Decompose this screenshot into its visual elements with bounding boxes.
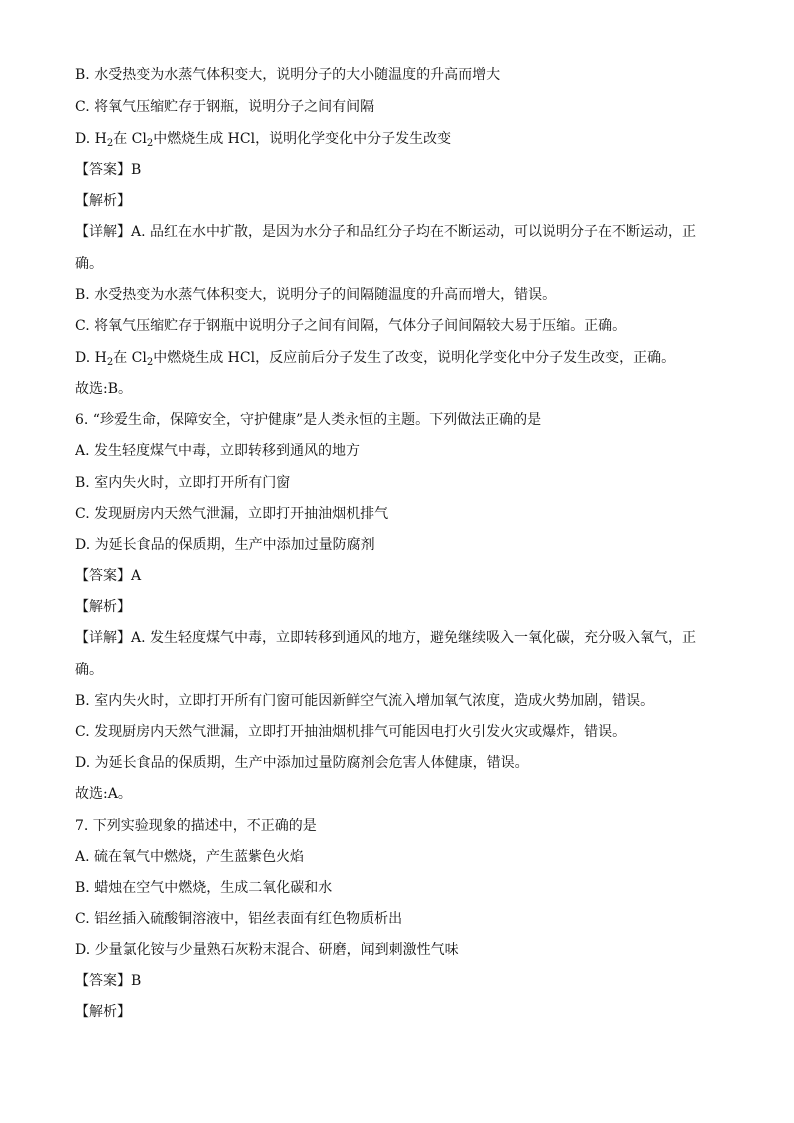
q7-option-b: B. 蜡烛在空气中燃烧，生成二氧化碳和水: [75, 880, 333, 896]
subscript: 2: [146, 357, 154, 368]
q7-option-d: D. 少量氯化铵与少量熟石灰粉末混合、研磨，闻到刺激性气味: [75, 942, 459, 958]
q6-detail-a-cont: 确。: [75, 662, 103, 678]
q5-answer: 【答案】B: [75, 162, 142, 178]
text-fragment: 中燃烧生成 HCl，说明化学变化中分子发生改变: [153, 131, 452, 147]
q7-option-c: C. 铝丝插入硫酸铜溶液中，铝丝表面有红色物质析出: [75, 911, 403, 927]
q6-option-b: B. 室内失火时，立即打开所有门窗: [75, 475, 291, 491]
q6-answer: 【答案】A: [75, 568, 142, 584]
q7-stem: 7. 下列实验现象的描述中，不正确的是: [75, 818, 317, 834]
q6-choose: 故选:A。: [75, 786, 132, 802]
q5-detail-d: [75, 347, 725, 369]
q5-detail-a: 【详解】A. 品红在水中扩散，是因为水分子和品红分子均在不断运动，可以说明分子在不断运动，正: [75, 224, 697, 240]
q7-option-a: A. 硫在氧气中燃烧，产生蓝紫色火焰: [75, 849, 305, 865]
q5-detail-c: C. 将氧气压缩贮存于钢瓶中说明分子之间有间隔，气体分子间间隔较大易于压缩。正确。: [75, 318, 627, 334]
q6-detail-d: D. 为延长食品的保质期，生产中添加过量防腐剂会危害人体健康，错误。: [75, 755, 529, 771]
q5-option-c: C. 将氧气压缩贮存于钢瓶，说明分子之间有间隔: [75, 99, 375, 115]
q5-analysis-heading: 【解析】: [75, 193, 131, 209]
q7-analysis-heading: 【解析】: [75, 1004, 131, 1020]
text-fragment: D. H: [75, 131, 107, 147]
q7-answer: 【答案】B: [75, 973, 142, 989]
q5-option-d: [75, 128, 725, 150]
q6-stem: 6. “珍爱生命，保障安全，守护健康”是人类永恒的主题。下列做法正确的是: [75, 412, 542, 428]
q5-choose: 故选:B。: [75, 381, 133, 397]
text-fragment: 在 Cl: [113, 350, 147, 366]
q6-analysis-heading: 【解析】: [75, 599, 131, 615]
q5-detail-b: B. 水受热变为水蒸气体积变大，说明分子的间隔随温度的升高而增大，错误。: [75, 287, 557, 303]
q6-option-d: D. 为延长食品的保质期，生产中添加过量防腐剂: [75, 537, 375, 553]
q5-detail-a-cont: 确。: [75, 256, 103, 272]
text-fragment: 中燃烧生成 HCl，反应前后分子发生了改变，说明化学变化中分子发生改变，正确。: [153, 350, 676, 366]
q5-option-b: B. 水受热变为水蒸气体积变大，说明分子的大小随温度的升高而增大: [75, 67, 501, 83]
q6-detail-a: 【详解】A. 发生轻度煤气中毒，立即转移到通风的地方，避免继续吸入一氧化碳，充分吸入氧气，正: [75, 630, 697, 646]
q6-detail-b: B. 室内失火时，立即打开所有门窗可能因新鲜空气流入增加氧气浓度，造成火势加剧，错误。: [75, 693, 655, 709]
text-fragment: 在 Cl: [113, 131, 147, 147]
subscript: 2: [106, 357, 114, 368]
q6-option-c: C. 发现厨房内天然气泄漏，立即打开抽油烟机排气: [75, 506, 389, 522]
subscript: 2: [106, 138, 114, 149]
subscript: 2: [146, 138, 154, 149]
q6-detail-c: C. 发现厨房内天然气泄漏，立即打开抽油烟机排气可能因电打火引发火灾或爆炸，错误。: [75, 724, 627, 740]
text-fragment: D. H: [75, 350, 107, 366]
q6-option-a: A. 发生轻度煤气中毒，立即转移到通风的地方: [75, 443, 361, 459]
